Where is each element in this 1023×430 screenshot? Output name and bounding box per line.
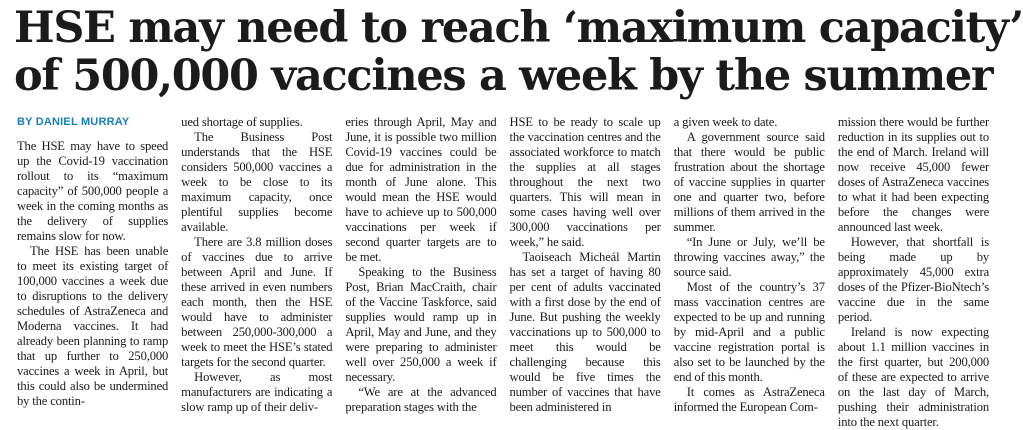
paragraph: Speaking to the Business Post, Brian MacCraith, chair of the Vaccine Taskforce, said supplies would ramp up in April, May and June, and they were preparing to administer well over 250,000 a week if necessary. [345, 265, 497, 384]
paragraph: mission there would be further reduction in its supplies out to the end of March. Ireland will now receive 45,000 fewer doses of AstraZeneca vaccines to what it had been expecting before the changes were announced last week. [837, 115, 990, 234]
paragraph: The Business Post understands that the HSE considers 500,000 vaccines a week to be close to its maximum capacity, once plentiful supplies become available. [181, 130, 333, 234]
paragraph: eries through April, May and June, it is possible two million Covid-19 vaccines could be due for administration in the month of June alone. This would mean the HSE would have to achieve up to 500,000 vaccinations per week if second quarter targets are to be met. [345, 115, 497, 264]
column-6 [837, 115, 990, 429]
column-2 [181, 115, 333, 414]
paragraph: The HSE may have to speed up the Covid-19 vaccination rollout to its “maximum capacity” of 500,000 people a week in the coming months as the delivery of supplies remains slow for now. [17, 139, 169, 243]
article-body [17, 115, 990, 429]
headline-line-2: of 500,000 vaccines a week by the summer [14, 51, 993, 101]
paragraph: “In June or July, we’ll be throwing vaccines away,” the source said. [673, 235, 825, 279]
paragraph: Ireland is now expecting about 1.1 million vaccines in the first quarter, but 200,000 of these are expected to arrive on the last day of March, pushing their administration into the next quarter. [837, 325, 990, 429]
paragraph: Most of the country’s 37 mass vaccination centres are expected to be up and running by mid-April and a public vaccine registration portal is also set to be launched by the end of this month. [673, 280, 825, 384]
column-4 [509, 115, 661, 414]
paragraph: A government source said that there would be public frustration about the shortage of vaccine supplies in quarter one and quarter two, before millions of them arrived in the summer. [673, 130, 825, 234]
paragraph: However, as most manufacturers are indicating a slow ramp up of their deliv- [181, 370, 333, 414]
paragraph: “We are at the advanced preparation stages with the [345, 385, 497, 414]
headline-line-1: HSE may need to reach ‘maximum capacity’ [14, 3, 1023, 53]
paragraph: Taoiseach Micheál Martin has set a target of having 80 per cent of adults vaccinated with a first dose by the end of June. But pushing the weekly vaccinations up to 500,000 to meet this would be challenging because this would be five times the number of vaccines that have been administered in [509, 250, 661, 414]
byline: BY DANIEL MURRAY [17, 116, 130, 128]
paragraph: There are 3.8 million doses of vaccines due to arrive between April and June. If these arrived in even numbers each month, then the HSE would have to administer between 250,000-300,000 a week to meet the HSE’s stated targets for the second quarter. [181, 235, 333, 369]
paragraph: However, that shortfall is being made up by approximately 45,000 extra doses of the Pfizer-BioNtech’s vaccine due in the same period. [837, 235, 990, 324]
column-3 [345, 115, 497, 414]
paragraph: HSE to be ready to scale up the vaccination centres and the associated workforce to match the supplies at all stages throughout the next two quarters. This will mean in some cases having well over 300,000 vaccinations per week,” he said. [509, 115, 661, 249]
headline [14, 3, 1023, 101]
column-1 [17, 115, 169, 408]
paragraph: The HSE has been unable to meet its existing target of 100,000 vaccines a week due to disruptions to the delivery schedules of AstraZeneca and Moderna vaccines. It had already been planning to ramp that up further to 250,000 vaccines a week in April, but this could also be undermined by the contin- [17, 244, 169, 408]
paragraph: a given week to date. [673, 115, 778, 129]
column-5 [673, 115, 825, 414]
paragraph: ued shortage of supplies. [181, 115, 303, 129]
paragraph: It comes as AstraZeneca informed the European Com- [673, 385, 825, 414]
